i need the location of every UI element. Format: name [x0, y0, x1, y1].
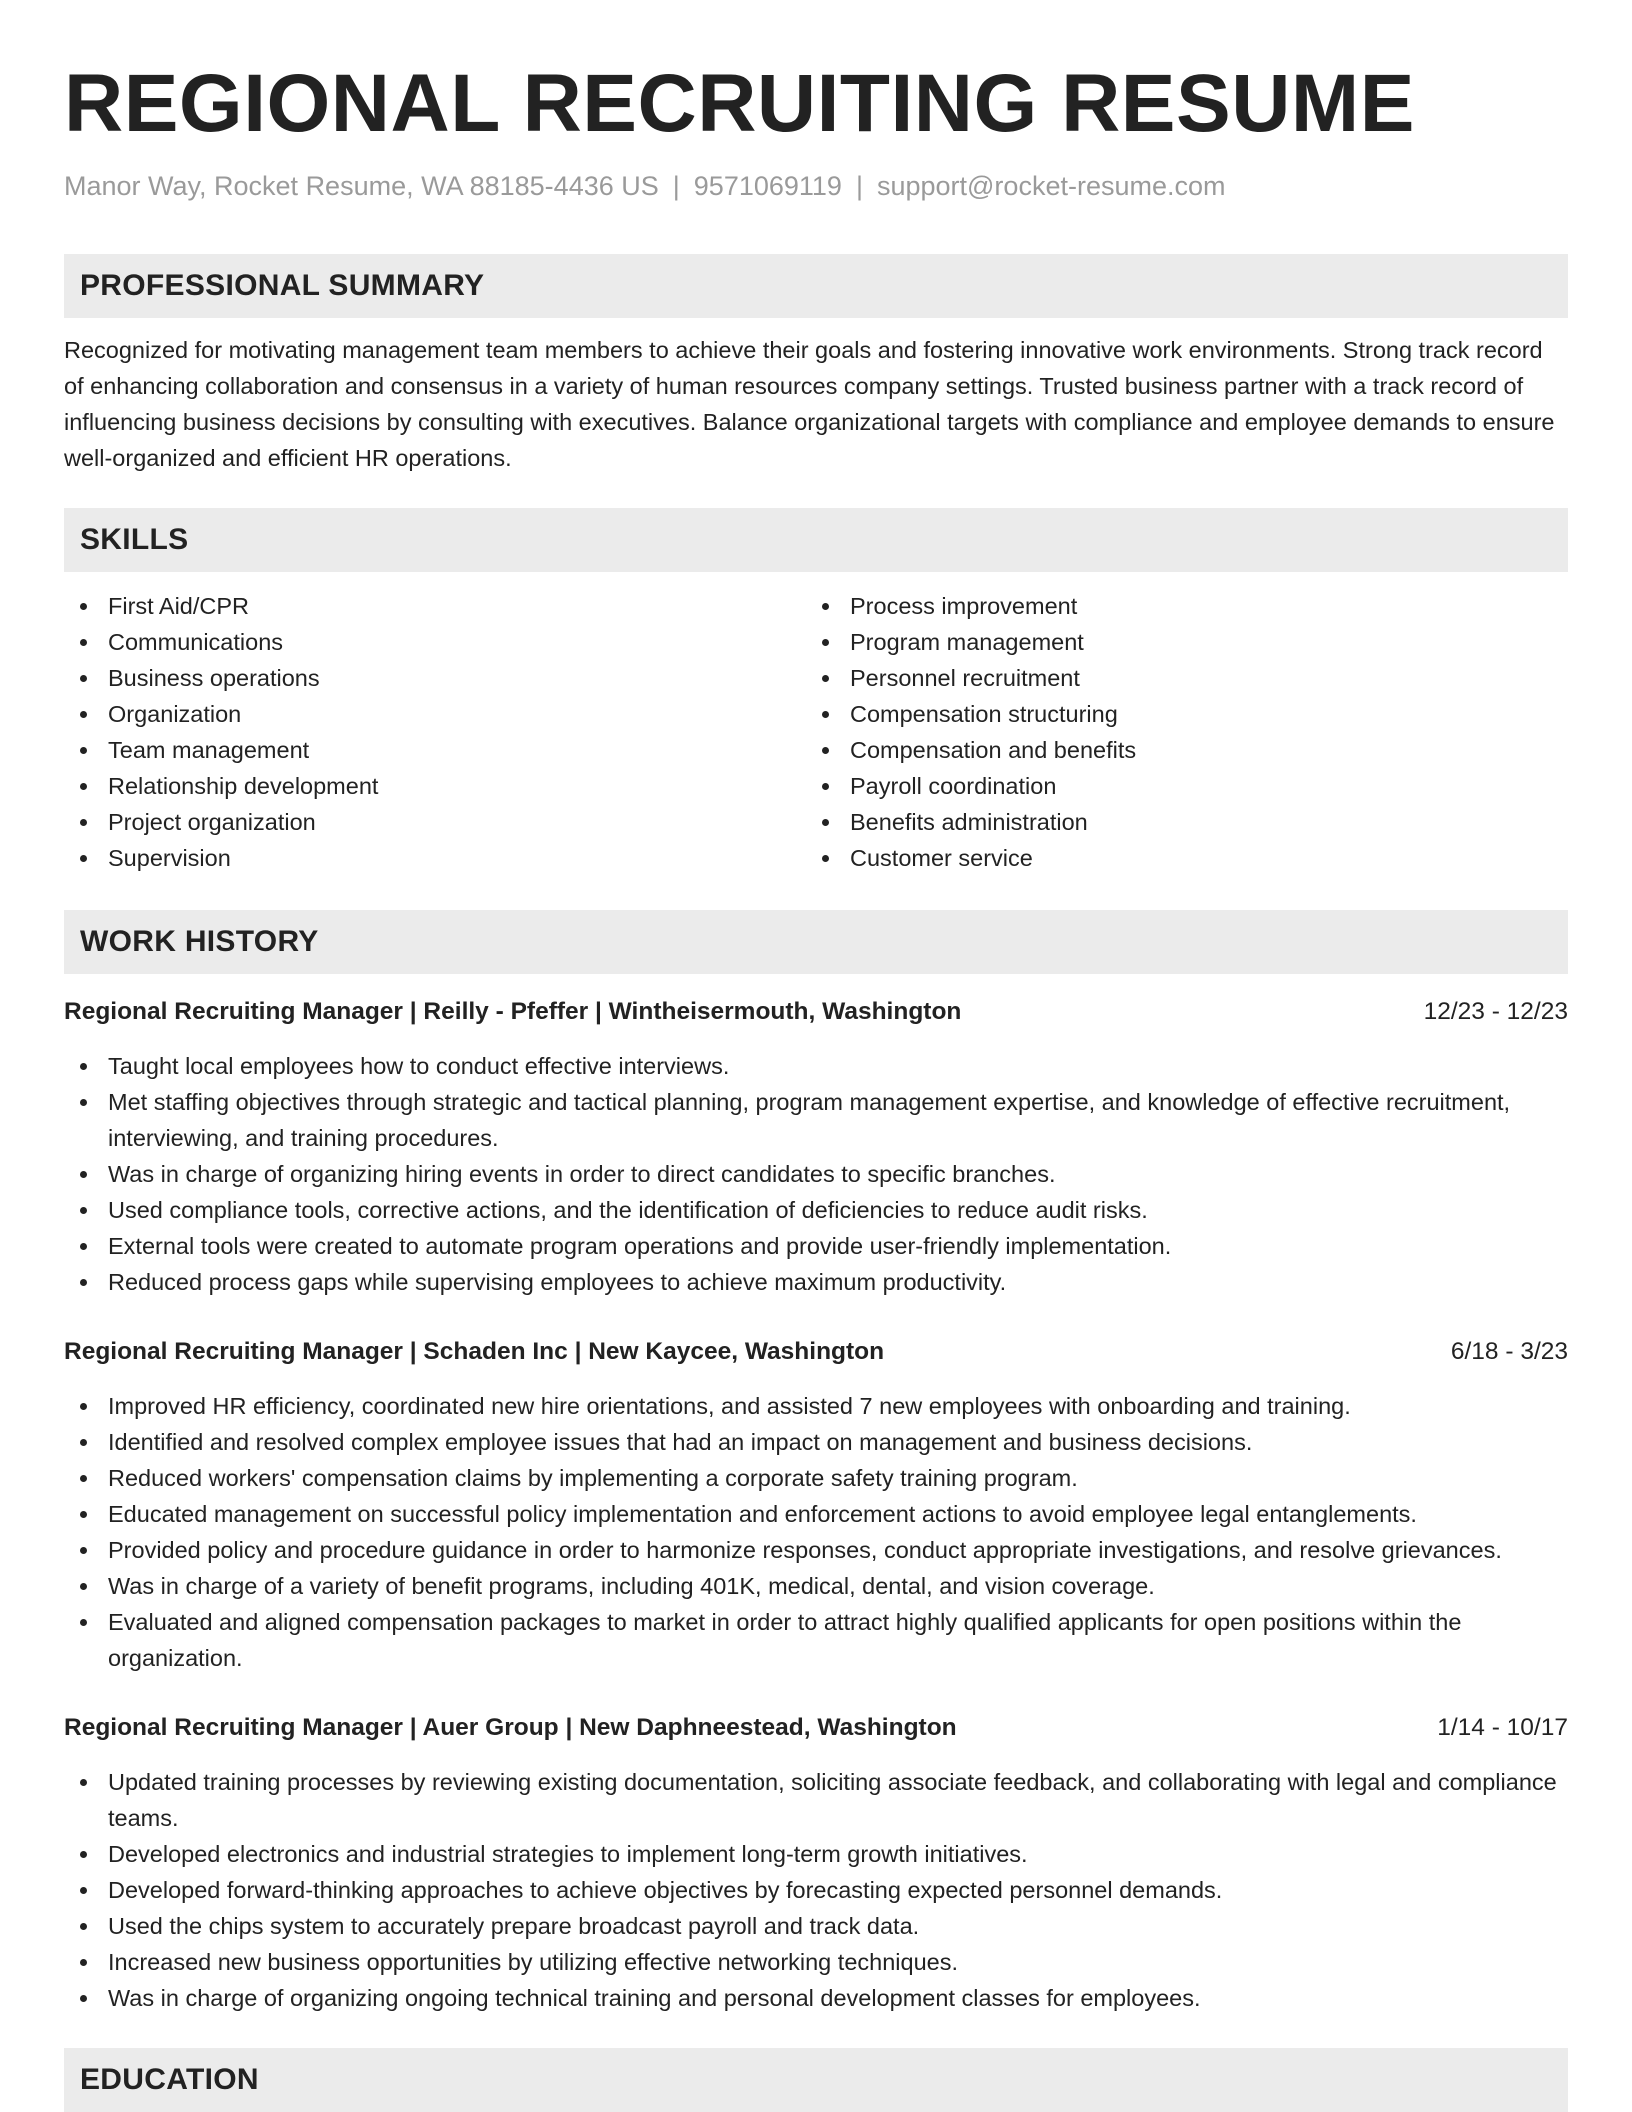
contact-separator: |	[672, 171, 680, 201]
skill-item: Team management	[64, 732, 806, 768]
job-bullet: External tools were created to automate program operations and provide user-friendly implementation.	[64, 1228, 1568, 1264]
resume-title: REGIONAL RECRUITING RESUME	[64, 58, 1415, 149]
contact-email: support@rocket-resume.com	[876, 171, 1226, 201]
job-bullet: Reduced process gaps while supervising employees to achieve maximum productivity.	[64, 1264, 1568, 1300]
job-bullet: Reduced workers' compensation claims by implementing a corporate safety training program.	[64, 1460, 1568, 1496]
contact-phone: 9571069119	[693, 171, 842, 201]
section-header-summary: PROFESSIONAL SUMMARY	[64, 254, 1568, 318]
contact-line	[64, 168, 1568, 204]
job-dates: 6/18 - 3/23	[1450, 1338, 1568, 1365]
summary-text: Recognized for motivating management team members to achieve their goals and fostering innovative work environments. Strong track record of enhancing collaboration and consensus in a variety of human resources company settings. Trusted business partner with a track record of influencing business decisions by consulting with executives. Balance organizational targets with compliance and employee demands to ensure well-organized and efficient HR operations.	[64, 337, 1555, 471]
job-bullet: Taught local employees how to conduct effective interviews.	[64, 1048, 1568, 1084]
contact-separator: |	[855, 171, 863, 201]
skill-item: Personnel recruitment	[806, 660, 1548, 696]
job-bullet: Evaluated and aligned compensation packages to market in order to attract highly qualified applicants for open positions within the organization.	[64, 1604, 1568, 1676]
skills-list-left	[64, 588, 806, 876]
job-bullet: Increased new business opportunities by utilizing effective networking techniques.	[64, 1944, 1568, 1980]
job-title: Regional Recruiting Manager | Auer Group | New Daphneestead, Washington	[64, 1714, 957, 1741]
skill-item: Compensation and benefits	[806, 732, 1548, 768]
job-bullet: Educated management on successful policy implementation and enforcement actions to avoid employee legal entanglements.	[64, 1496, 1568, 1532]
skill-item: Communications	[64, 624, 806, 660]
skill-item: Program management	[806, 624, 1548, 660]
job-bullet: Met staffing objectives through strategic and tactical planning, program management expertise, and knowledge of effective recruitment, interviewing, and training procedures.	[64, 1084, 1568, 1156]
skill-item: Project organization	[64, 804, 806, 840]
job-bullet: Was in charge of a variety of benefit programs, including 401K, medical, dental, and vision coverage.	[64, 1568, 1568, 1604]
section-header-work-history: WORK HISTORY	[64, 910, 1568, 974]
skill-item: Process improvement	[806, 588, 1548, 624]
job-bullet: Improved HR efficiency, coordinated new hire orientations, and assisted 7 new employees with onboarding and training.	[64, 1388, 1568, 1424]
job-bullet: Used the chips system to accurately prepare broadcast payroll and track data.	[64, 1908, 1568, 1944]
job-bullet: Developed forward-thinking approaches to achieve objectives by forecasting expected personnel demands.	[64, 1872, 1568, 1908]
job-bullet: Updated training processes by reviewing existing documentation, soliciting associate feedback, and collaborating with legal and compliance teams.	[64, 1764, 1568, 1836]
section-header-education: EDUCATION	[64, 2048, 1568, 2112]
job-dates: 12/23 - 12/23	[1423, 998, 1568, 1025]
skill-item: Customer service	[806, 840, 1548, 876]
job-bullet: Was in charge of organizing ongoing technical training and personal development classes for employees.	[64, 1980, 1568, 2016]
job-bullets	[64, 1048, 1568, 1300]
skills-list-right	[806, 588, 1548, 876]
job-header	[64, 1334, 1568, 1370]
job-bullet: Provided policy and procedure guidance in order to harmonize responses, conduct appropriate investigations, and resolve grievances.	[64, 1532, 1568, 1568]
job-bullet: Was in charge of organizing hiring events in order to direct candidates to specific branches.	[64, 1156, 1568, 1192]
section-header-skills: SKILLS	[64, 508, 1568, 572]
job-bullet: Used compliance tools, corrective actions, and the identification of deficiencies to reduce audit risks.	[64, 1192, 1568, 1228]
resume-page	[64, 0, 1568, 2112]
job-header	[64, 1710, 1568, 1746]
job-title: Regional Recruiting Manager | Schaden Inc | New Kaycee, Washington	[64, 1338, 885, 1365]
contact-address: Manor Way, Rocket Resume, WA 88185-4436 US	[64, 171, 659, 201]
skills-columns	[64, 588, 1568, 876]
job-entry	[64, 994, 1568, 1300]
job-bullet: Developed electronics and industrial strategies to implement long-term growth initiatives.	[64, 1836, 1568, 1872]
job-entry	[64, 1334, 1568, 1676]
skill-item: Supervision	[64, 840, 806, 876]
skill-item: Organization	[64, 696, 806, 732]
skill-item: Relationship development	[64, 768, 806, 804]
skill-item: Compensation structuring	[806, 696, 1548, 732]
skill-item: First Aid/CPR	[64, 588, 806, 624]
job-header	[64, 994, 1568, 1030]
job-title: Regional Recruiting Manager | Reilly - Pfeffer | Wintheisermouth, Washington	[64, 998, 962, 1025]
job-bullet: Identified and resolved complex employee issues that had an impact on management and business decisions.	[64, 1424, 1568, 1460]
job-entry	[64, 1710, 1568, 2016]
job-dates: 1/14 - 10/17	[1437, 1714, 1568, 1741]
skill-item: Business operations	[64, 660, 806, 696]
job-bullets	[64, 1764, 1568, 2016]
skill-item: Benefits administration	[806, 804, 1548, 840]
skill-item: Payroll coordination	[806, 768, 1548, 804]
job-bullets	[64, 1388, 1568, 1676]
